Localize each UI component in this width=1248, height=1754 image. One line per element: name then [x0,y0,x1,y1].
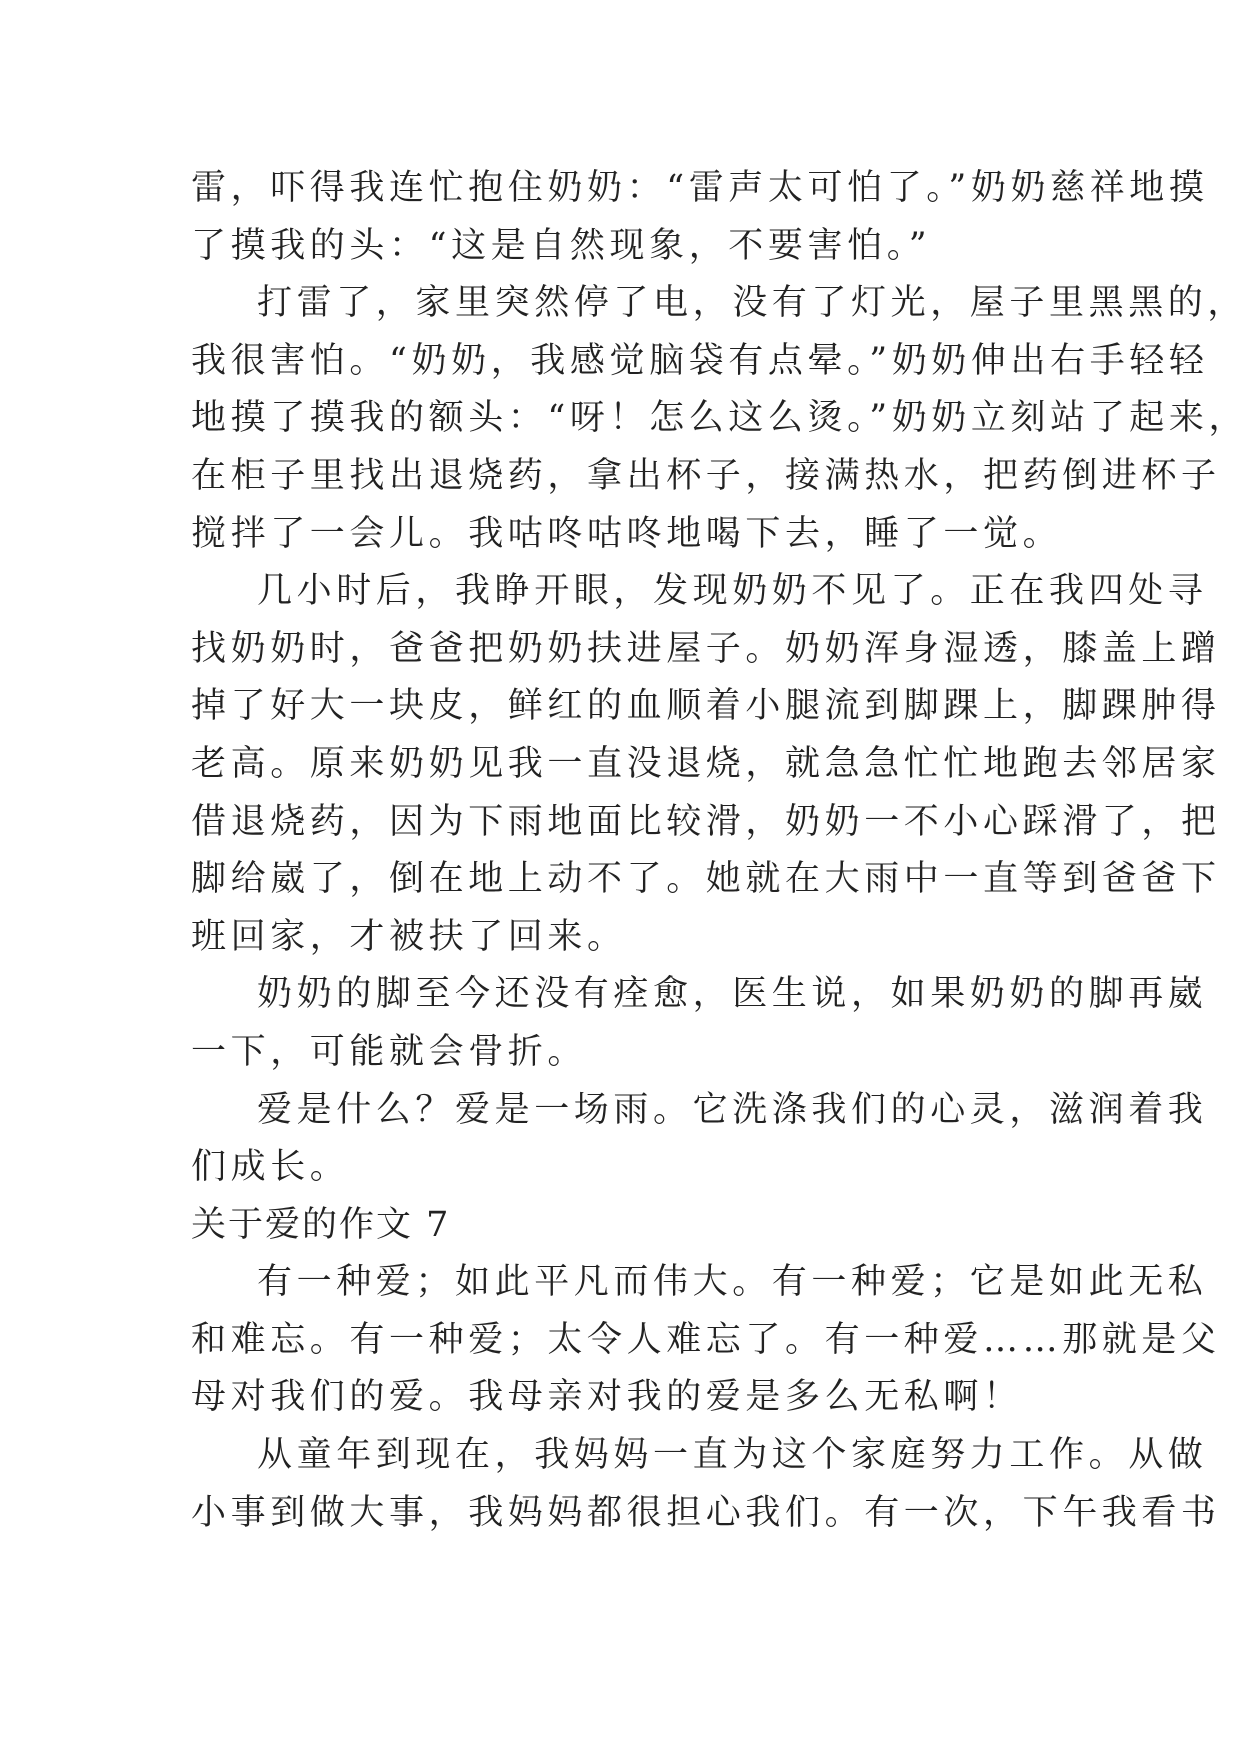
paragraph-first-line: 几小时后，我睁开眼，发现奶奶不见了。正在我四处寻 [257,571,1208,612]
text-line: 雷，吓得我连忙抱住奶奶：“雷声太可怕了。”奶奶慈祥地摸 [191,168,1209,208]
text-line: 们成长。 [191,1147,350,1188]
section-heading: 关于爱的作文 7 [191,1204,451,1245]
text-line: 我很害怕。“奶奶，我感觉脑袋有点晕。”奶奶伸出右手轻轻 [191,340,1209,381]
text-line: 在柜子里找出退烧药，拿出杯子，接满热水，把药倒进杯子 [191,455,1221,496]
document-page [191,160,1248,1542]
text-line: 老高。原来奶奶见我一直没退烧，就急急忙忙地跑去邻居家 [191,743,1221,784]
text-line: 母对我们的爱。我母亲对我的爱是多么无私啊！ [191,1377,1023,1418]
text-line: 找奶奶时，爸爸把奶奶扶进屋子。奶奶浑身湿透，膝盖上蹭 [191,628,1221,669]
text-line: 借退烧药，因为下雨地面比较滑，奶奶一不小心踩滑了，把 [191,801,1221,842]
text-line: 班回家，才被扶了回来。 [191,916,627,957]
text-line: 了摸我的头：“这是自然现象，不要害怕。” [191,225,932,266]
paragraph-first-line: 从童年到现在，我妈妈一直为这个家庭努力工作。从做 [257,1435,1208,1476]
paragraph-first-line: 奶奶的脚至今还没有痊愈，医生说，如果奶奶的脚再崴 [257,974,1208,1015]
paragraph-first-line: 有一种爱；如此平凡而伟大。有一种爱；它是如此无私 [257,1262,1208,1303]
text-line: 小事到做大事，我妈妈都很担心我们。有一次，下午我看书 [191,1492,1221,1533]
text-line: 搅拌了一会儿。我咕咚咕咚地喝下去，睡了一觉。 [191,513,1063,554]
text-line: 和难忘。有一种爱；太令人难忘了。有一种爱……那就是父 [191,1319,1221,1360]
paragraph-first-line: 爱是什么？爱是一场雨。它洗涤我们的心灵，滋润着我 [257,1089,1208,1130]
paragraph-first-line: 打雷了，家里突然停了电，没有了灯光，屋子里黑黑的， [257,283,1248,324]
text-line: 一下，可能就会骨折。 [191,1031,588,1072]
text-line: 脚给崴了，倒在地上动不了。她就在大雨中一直等到爸爸下 [191,859,1221,900]
text-line: 掉了好大一块皮，鲜红的血顺着小腿流到脚踝上，脚踝肿得 [191,686,1221,727]
text-line: 地摸了摸我的额头：“呀！怎么这么烫。”奶奶立刻站了起来， [191,398,1248,439]
